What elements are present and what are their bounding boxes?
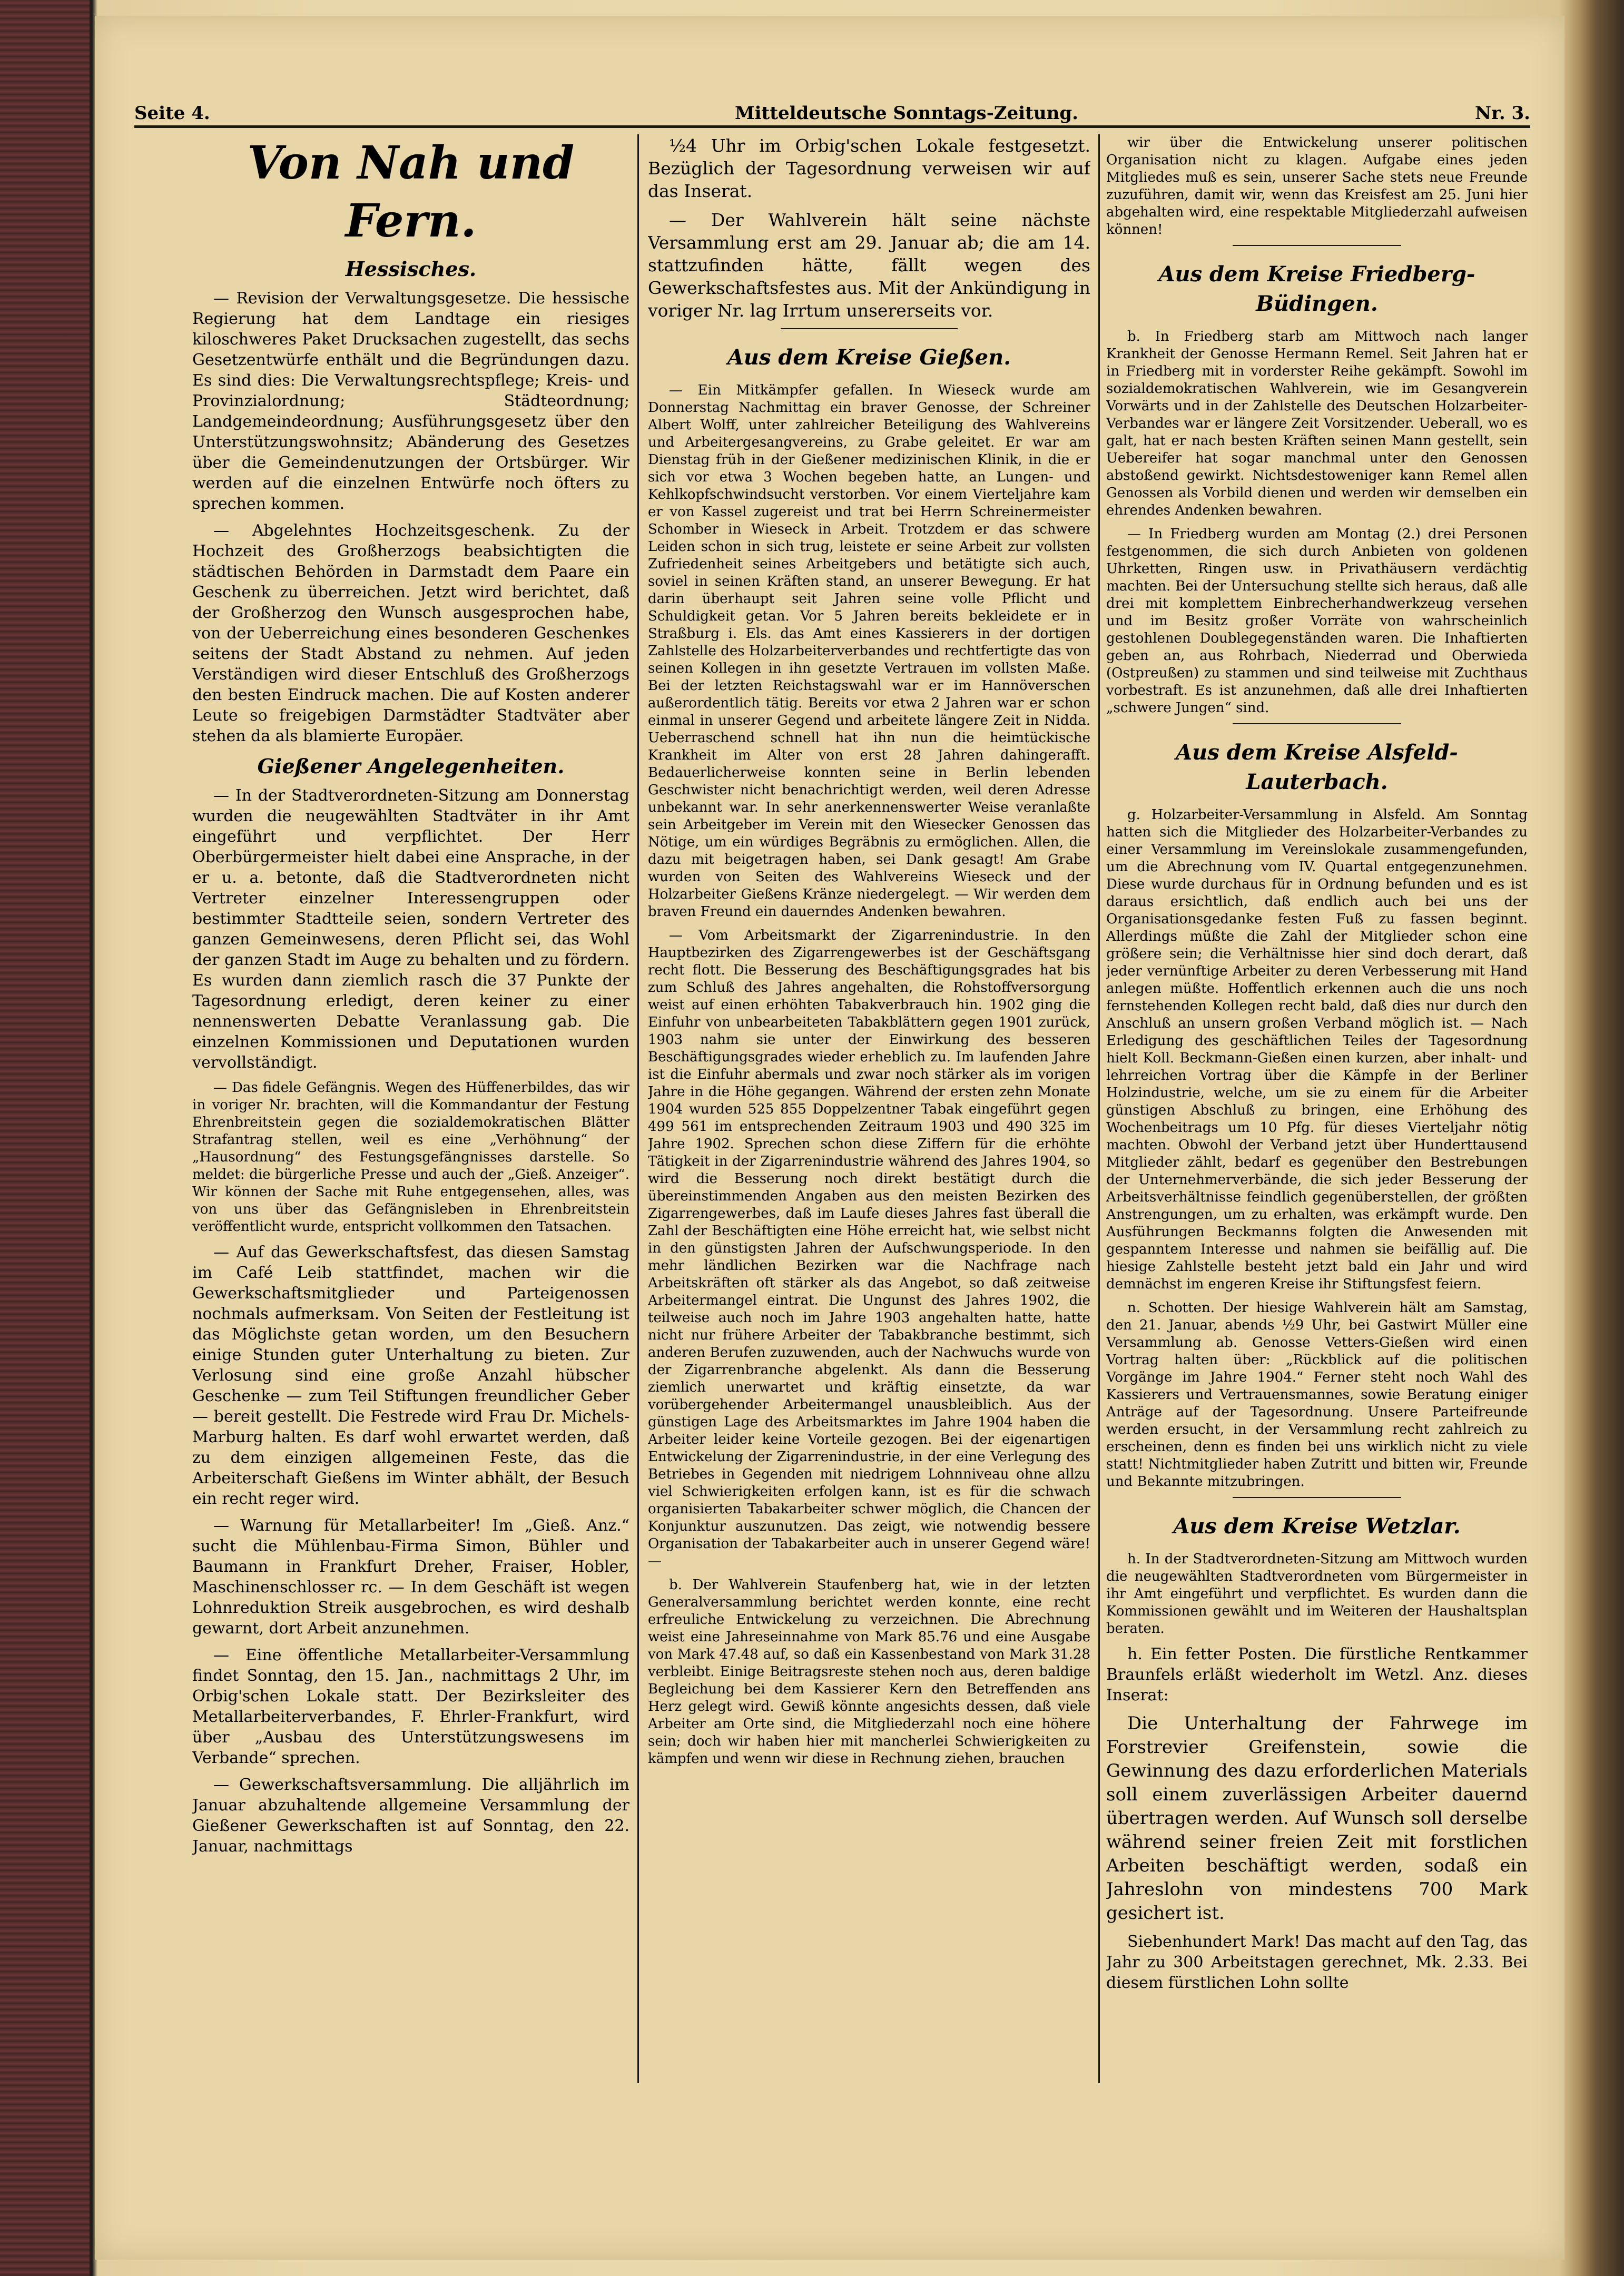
column-1 [192,134,629,2189]
article-text: h. In der Stadtverordneten-Sitzung am Mittwoch wurden die neugewählten Stadtverordneten vom Bürgermeister in ihr Amt eingeführt und verpflichtet. Es wurden dann die Kommissionen gewählt und im Weiteren der Haushaltsplan beraten. [1106,1551,1528,1637]
section-heading-kreis-giessen: Aus dem Kreise Gießen. [727,345,1011,370]
article-text: — Revision der Verwaltungsgesetze. Die hessische Regierung hat dem Landtage ein riesiges kiloschweres Paket Drucksachen zugestellt, das sechs Gesetzentwürfe enthält und die Begründungen dazu. Es sind dies: Die Verwaltungsrechtspflege; Kreis- und Provinzialordnung; Städteordnung; Landgemeindeordnung; Ausführungsgesetz über den Unterstützungswohnsitz; Abänderung des Gesetzes über die Gemeindenutzungen der Ortsbürger. Wir werden auf die einzelnen Entwürfe noch öfters zu sprechen kommen. [192,289,629,513]
article-text: — In der Stadtverordneten-Sitzung am Donnerstag wurden die neugewählten Stadtväter in ihr Amt eingeführt und verpflichtet. Der Herr Oberbürgermeister hielt dabei eine Ansprache, in der er u. a. betonte, daß die Stadtverordneten nicht Vertreter einzelner Interessengruppen oder bestimmter Stadtteile seien, sondern Vertreter des ganzen Gemeinwesens, deren Pflicht sei, das Wohl der ganzen Stadt im Auge zu behalten und zu fördern. Es wurden dann ziemlich rasch die 37 Punkte der Tagesordnung erledigt, deren keiner zu einer nennenswerten Debatte Veranlassung gab. Die einzelnen Kommissionen und Deputationen wurden vervollständigt. [192,786,629,1072]
article-text: — In Friedberg wurden am Montag (2.) drei Personen festgenommen, die sich durch Anbieten von goldenen Uhrketten, Ringen usw. in Privathäusern verdächtig machten. Bei der Untersuchung stellte sich heraus, daß alle drei mit komplettem Einbrecherhandwerkzeug versehen und im Besitz großer Vorräte von wahrscheinlich gestohlenen Doublegegenständen waren. Die Inhaftierten geben an, aus Rohrbach, Niederrad und Oberwieda (Ostpreußen) zu stammen und sind teilweise mit Zuchthaus vorbestraft. Es ist anzunehmen, daß alle drei Inhaftierten „schwere Jungen“ sind. [1106,526,1528,716]
article-text: b. Der Wahlverein Staufenberg hat, wie in der letzten Generalversammlung berichtet werden konnte, eine recht erfreuliche Entwickelung zu verzeichnen. Die Abrechnung weist eine Jahreseinnahme von Mark 85.76 und eine Ausgabe von Mark 47.48 auf, so daß ein Kassenbestand von Mark 31.28 verbleibt. Einige Beitragsreste stehen noch aus, deren baldige Begleichung bei dem Kassierer Kern den Betreffenden ans Herz gelegt wird. Gewiß könnte angesichts dessen, daß viele Arbeiter am Orte sind, die Mitgliederzahl noch eine höhere sein; doch wir haben hier mit mancherlei Schwierigkeiten zu kämpfen und wenn wir diese in Rechnung ziehen, brauchen [648,1577,1090,1767]
article-text: wir über die Entwickelung unserer politischen Organisation nicht zu klagen. Aufgabe eines jeden Mitgliedes muß es sein, unserer Sache stets neue Freunde zuzuführen, damit wir, wenn das Kreisfest am 25. Juni hier abgehalten wird, eine respektable Mitgliederzahl aufweisen können! [1106,135,1528,238]
page-number: Seite 4. [134,103,210,124]
section-heading-hessisches: Hessisches. [345,257,477,281]
article-text: g. Holzarbeiter-Versammlung in Alsfeld. Am Sonntag hatten sich die Mitglieder des Holzarbeiter-Verbandes zu einer Versammlung im Vereinslokale zusammengefunden, um die Abrechnung vom IV. Quartal entgegenzunehmen. Diese wurde durchaus für in Ordnung befunden und es ist daraus ersichtlich, daß endlich auch bei uns der Organisationsgedanke festen Fuß zu fassen beginnt. Allerdings müßte die Zahl der Mitglieder schon eine größere sein; die Verhältnisse hier sind doch derart, daß jeder vernünftige Arbeiter zu deren Verbesserung mit Hand anlegen müßte. Hoffentlich erkennen auch die uns noch fernstehenden Kollegen recht bald, daß dies nur durch den Anschluß an unsern großen Verband möglich ist. — Nach Erledigung des geschäftlichen Teiles der Tagesordnung hielt Koll. Beckmann-Gießen einen kurzen, aber inhalt- und lehrreichen Vortrag über die Kämpfe in der Berliner Holzindustrie, welche, um sie zu einem für die Arbeiter günstigen Abschluß zu bringen, eine Erhöhung des Wochenbeitrags um 10 Pfg. für dieses Vierteljahr nötig machten. Obwohl der Verband jetzt über Hunderttausend Mitglieder zählt, bedarf es gegenüber den Bestrebungen der Unternehmerverbände, die sich jeder Besserung der Arbeitsverhältnisse feindlich gegenüberstellen, der größten Anstrengungen, um zu erhalten, was erkämpft wurde. Den Ausführungen Beckmanns folgten die Anwesenden mit gespanntem Interesse und nahmen sie beifällig auf. Die hiesige Zahlstelle besteht jetzt bald ein Jahr und wird demnächst im engeren Kreise ihr Stiftungsfest feiern. [1106,807,1528,1292]
page-header [134,97,1530,129]
article-text: ½4 Uhr im Orbig'schen Lokale festgesetzt. Bezüglich der Tagesordnung verweisen wir auf das Inserat. [648,135,1090,201]
section-heading-friedberg-buedingen: Aus dem Kreise Friedberg-Büdingen. [1158,262,1475,316]
section-heading-wetzlar: Aus dem Kreise Wetzlar. [1173,1514,1461,1539]
issue-number: Nr. 3. [1474,103,1530,124]
main-heading: Von Nah und Fern. [247,136,575,248]
article-text: — Warnung für Metallarbeiter! Im „Gieß. Anz.“ sucht die Mühlenbau-Firma Simon, Bühler und Baumann in Frankfurt Dreher, Fraiser, Hobler, Maschinenschlosser rc. — In dem Geschäft ist wegen Lohnreduktion Streik ausgebrochen, es wird deshalb gewarnt, dort Arbeit anzunehmen. [192,1516,629,1638]
column-divider-1 [637,134,639,2083]
article-text: — Vom Arbeitsmarkt der Zigarrenindustrie. In den Hauptbezirken des Zigarrengewerbes ist der Geschäftsgang recht flott. Die Besserung des Beschäftigungsgrades hat bis zum Schluß des Jahres angehalten, die Rohstoffversorgung weist auf einen erhöhten Tabakverbrauch hin. 1902 ging die Einfuhr von unbearbeiteten Tabakblättern gegen 1901 zurück, 1903 nahm sie unter der Einwirkung des besseren Beschäftigungsgrades wieder erheblich zu. Im laufenden Jahre ist die Einfuhr abermals und zwar noch stärker als im vorigen Jahre in die Höhe gegangen. Während der ersten zehn Monate 1904 wurden 525 855 Doppelzentner Tabak eingeführt gegen 499 561 im entsprechenden Zeitraum 1903 und 490 325 im Jahre 1902. Sprechen schon diese Ziffern für die erhöhte Tätigkeit in der Zigarrenindustrie während des Jahres 1904, so wird die Besserung noch direkt bestätigt durch die übereinstimmenden Angaben aus den meisten Bezirken des Zigarrengewerbes, daß im Laufe dieses Jahres fast überall die Zahl der Beschäftigten eine Höhe erreicht hat, wie selbst nicht in den günstigsten Jahren der Aufschwungsperiode. In den mehr ländlichen Bezirken war die Nachfrage nach Arbeitskräften oft stärker als das Angebot, so daß zeitweise Arbeitermangel eintrat. Die Ungunst des Jahres 1902, die teilweise auch noch im Jahre 1903 angehalten hatte, hatte nicht nur frühere Arbeiter der Tabakbranche bestimmt, sich anderen Berufen zuzuwenden, auch der Nachwuchs wurde von der Zigarrenbranche abgelenkt. Als dann die Besserung ziemlich unerwartet und kräftig einsetzte, da war vorübergehender Arbeitermangel unausbleiblich. Aus der günstigen Lage des Arbeitsmarktes im Jahre 1904 haben die Arbeiter leider keine Vorteile gezogen. Bei der eigenartigen Entwickelung der Zigarrenindustrie, in der eine Verlegung des Betriebes in Gegenden mit niedrigem Lohnniveau ohne allzu viel Schwierigkeiten erfolgen kann, ist es für die schwach organisierten Tabakarbeiter schwer möglich, die Chancen der Konjunktur auszunutzen. Das zeigt, wie notwendig bessere Organisation der Tabakarbeiter auch in unserer Gegend wäre! — [648,928,1090,1569]
article-text: — Das fidele Gefängnis. Wegen des Hüffenerbildes, das wir in voriger Nr. brachten, will die Kommandantur der Festung Ehrenbreitstein gegen die sozialdemokratischen Blätter Strafantrag stellen, weil es eine „Verhöhnung“ der „Hausordnung“ des Festungsgefängnisses darstelle. So meldet: die bürgerliche Presse und auch der „Gieß. Anzeiger“. Wir können der Sache mit Ruhe entgegensehen, alles, was von uns über das Gefängnisleben in Ehrenbreitstein veröffentlicht wurde, entspricht vollkommen den Tatsachen. [192,1080,629,1235]
section-heading-giessen-angelegenheiten: Gießener Angelegenheiten. [257,754,565,778]
quoted-advertisement: Die Unterhaltung der Fahrwege im Forstrevier Greifenstein, sowie die Gewinnung des dazu erforderlichen Materials soll einem zuverlässigen Arbeiter dauernd übertragen werden. Auf Wunsch soll derselbe während seiner freien Zeit mit forstlichen Arbeiten beschäftigt werden, sodaß ein Jahreslohn von mindestens 700 Mark gesichert ist. [1106,1713,1528,1924]
article-text: — Der Wahlverein hält seine nächste Versammlung erst am 29. Januar ab; die am 14. stattzufinden hätte, fällt wegen des Gewerkschaftsfestes aus. Mit der Ankündigung in voriger Nr. lag Irrtum unsererseits vor. [648,210,1090,321]
article-text: Siebenhundert Mark! Das macht auf den Tag, das Jahr zu 300 Arbeitstagen gerechnet, Mk. 2.33. Bei diesem fürstlichen Lohn sollte [1106,1933,1528,1992]
section-rule [781,328,958,329]
article-text: h. Ein fetter Posten. Die fürstliche Rentkammer Braunfels erläßt wiederholt im Wetzl. Anz. dieses Inserat: [1106,1645,1528,1704]
column-divider-2 [1098,134,1100,2083]
section-rule [1233,1497,1401,1498]
newspaper-title: Mitteldeutsche Sonntags-Zeitung. [735,103,1078,124]
header-rule [134,125,1530,128]
column-3 [1106,134,1528,2189]
article-text: — Auf das Gewerkschaftsfest, das diesen Samstag im Café Leib stattfindet, machen wir die Gewerkschaftsmitglieder und Parteigenossen nochmals aufmerksam. Von Seiten der Festleitung ist das Möglichste getan worden, um den Besuchern einige Stunden guter Unterhaltung zu bieten. Zur Verlosung sind eine große Anzahl hübscher Geschenke — zum Teil Stiftungen freundlicher Geber — bereit gestellt. Die Festrede wird Frau Dr. Michels-Marburg halten. Es darf wohl erwartet werden, daß zu dem einzigen allgemeinen Feste, das die Arbeiterschaft Gießens im Winter abhält, der Besuch ein recht reger wird. [192,1243,629,1508]
column-2 [648,134,1090,2189]
article-text: n. Schotten. Der hiesige Wahlverein hält am Samstag, den 21. Januar, abends ½9 Uhr, bei Gastwirt Müller eine Versammlung ab. Genosse Vetters-Gießen wird einen Vortrag halten über: „Rückblick auf die politischen Vorgänge im Jahre 1904.“ Ferner steht noch Wahl des Kassierers und Vertrauensmannes, sowie Beratung einiger Anträge auf der Tagesordnung. Unsere Parteifreunde werden ersucht, in der Versammlung recht zahlreich zu erscheinen, denn es finden bei uns wirklich nicht zu viele statt! Nichtmitglieder haben Zutritt und bitten wir, Freunde und Bekannte mitzubringen. [1106,1300,1528,1490]
section-rule [1233,723,1401,724]
section-rule [1233,245,1401,246]
book-binding [0,0,90,2276]
article-text: — Gewerkschaftsversammlung. Die alljährlich im Januar abzuhaltende allgemeine Versammlung der Gießener Gewerkschaften ist auf Sonntag, den 22. Januar, nachmittags [192,1776,629,1856]
article-text: — Eine öffentliche Metallarbeiter-Versammlung findet Sonntag, den 15. Jan., nachmittags 2 Uhr, im Orbig'schen Lokale statt. Der Bezirksleiter des Metallarbeiterverbandes, F. Ehrler-Frankfurt, wird über „Ausbau des Unterstützungswesens im Verbande“ sprechen. [192,1646,629,1767]
article-text: — Ein Mitkämpfer gefallen. In Wieseck wurde am Donnerstag Nachmittag ein braver Genosse, der Schreiner Albert Wolff, unter zahlreicher Beteiligung des Wahlvereins und Arbeitergesangvereins, zu Grabe geleitet. Er war am Dienstag früh in der Gießener medizinischen Klinik, in die er sich vor etwa 3 Wochen begeben hatte, an Lungen- und Kehlkopfschwindsucht verstorben. Vor einem Vierteljahre kam er von Kassel zugereist und trat bei Herrn Schreinermeister Schomber in Wieseck in Arbeit. Trotzdem er das schwere Leiden schon in sich trug, leistete er seine Arbeit zur vollsten Zufriedenheit seines Arbeitgebers und betätigte sich auch, soviel in seinen Kräften stand, an unserer Bewegung. Er hat darin überhaupt seit Jahren seine volle Pflicht und Schuldigkeit getan. Vor 5 Jahren bereits bekleidete er in Straßburg i. Els. das Amt eines Kassierers in der dortigen Zahlstelle des Holzarbeiterverbandes und rechtfertigte das von seinen Kollegen in ihn gesetzte Vertrauen im vollsten Maße. Bei der letzten Reichstagswahl war er im Hannöverschen außerordentlich tätig. Bereits vor etwa 2 Jahren war er schon einmal in unserer Gegend und arbeitete längere Zeit in Nidda. Ueberraschend schnell hat ihn nun die heimtückische Krankheit im Alter von erst 28 Jahren dahingerafft. Bedauerlicherweise konnten seine in Berlin lebenden Geschwister nicht benachrichtigt werden, weil deren Adresse unbekannt war. In sehr anerkennenswerter Weise veranlaßte sein Arbeitgeber im Verein mit den Wiesecker Genossen das Nötige, um ein würdiges Begräbnis zu ermöglichen. Allen, die dazu mit beigetragen haben, sei Dank gesagt! Am Grabe wurden von Seiten des Wahlvereins Wieseck und der Holzarbeiter Gießens Kränze niedergelegt. — Wir werden dem braven Freund ein dauerndes Andenken bewahren. [648,382,1090,920]
article-text: — Abgelehntes Hochzeitsgeschenk. Zu der Hochzeit des Großherzogs beabsichtigten die städtischen Behörden in Darmstadt dem Paare ein Geschenk zu überreichen. Jetzt wird berichtet, daß der Großherzog den Wunsch ausgesprochen habe, von der Ueberreichung eines besonderen Geschenkes seitens der Stadt Abstand zu nehmen. Auf jeden Verständigen wird dieser Entschluß des Großherzogs den besten Eindruck machen. Die auf Kosten anderer Leute so freigebigen Darmstädter Stadtväter aber stehen da als blamierte Europäer. [192,521,629,745]
section-heading-alsfeld-lauterbach: Aus dem Kreise Alsfeld-Lauterbach. [1176,740,1458,794]
article-text: b. In Friedberg starb am Mittwoch nach langer Krankheit der Genosse Hermann Remel. Seit Jahren hat er in Friedberg mit in vorderster Reihe gekämpft. Sowohl im sozialdemokratischen Wahlverein, wie im Gesangverein Vorwärts und in der Zahlstelle des Deutschen Holzarbeiter-Verbandes war er längere Zeit Vorsitzender. Ueberall, wo es galt, hat er nach besten Kräften seinen Mann gestellt, sein Uebereifer hat sogar manchmal unter den Genossen abstoßend gewirkt. Nichtsdestoweniger kann Remel allen Genossen als Vorbild dienen und werden wir demselben ein ehrendes Andenken bewahren. [1106,329,1528,518]
